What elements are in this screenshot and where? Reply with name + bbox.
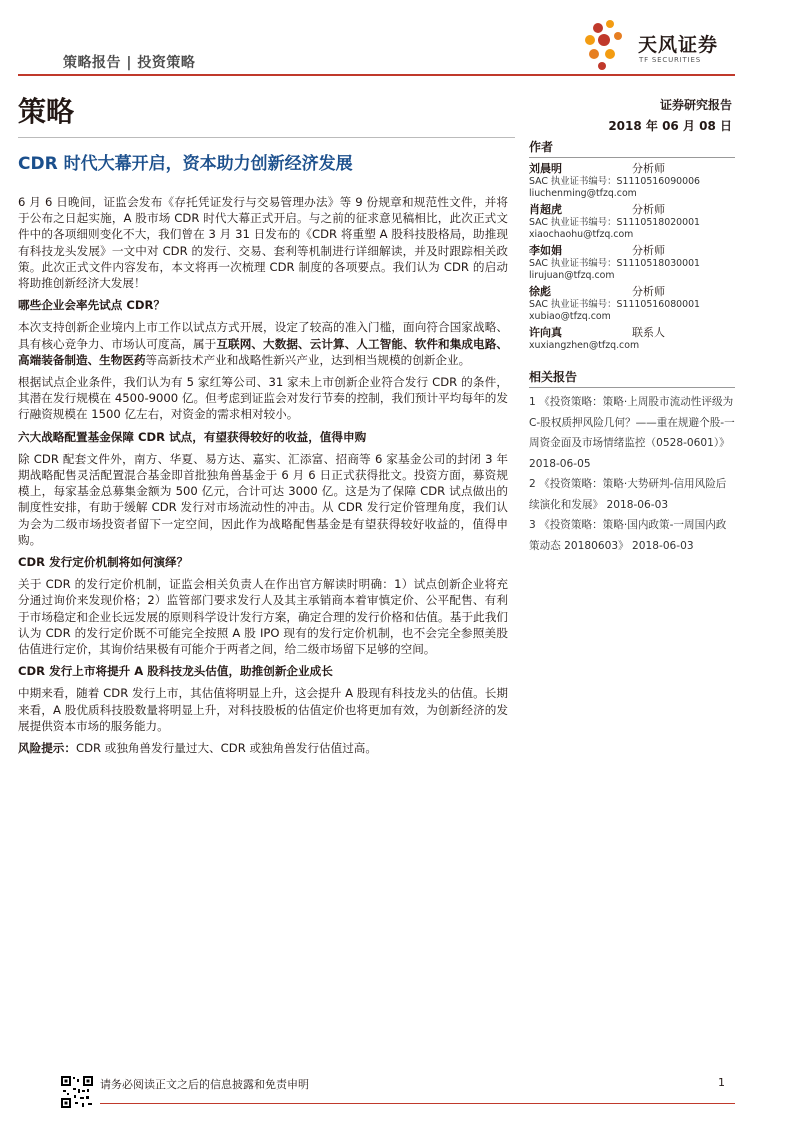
author-sac: SAC 执业证书编号：S1110516080001 xyxy=(529,299,701,310)
author-sac: SAC 执业证书编号：S1110516090006 xyxy=(529,176,701,187)
author-sac: SAC 执业证书编号：S1110518020001 xyxy=(529,217,701,228)
author-role: 联系人 xyxy=(632,326,665,339)
related-report-link[interactable]: 1 《投资策略：策略·上周股市流动性评级为 C-股权质押风险几何？——重在规避个股-一周资金面及市场情绪监控（0528-0601）》 2018-06-05 xyxy=(529,396,735,470)
footer-divider xyxy=(100,1103,735,1104)
section-heading-pricing: CDR 发行定价机制将如何演绎？ xyxy=(18,555,189,570)
report-category: 策略报告 | 投资策略 xyxy=(63,55,196,71)
author-email[interactable]: xiaochaohu@tfzq.com xyxy=(529,229,634,240)
author-role: 分析师 xyxy=(632,285,665,298)
related-report-link[interactable]: 3 《投资策略：策略·国内政策-一周国内政策动态 20180603》 2018-06-03 xyxy=(529,519,727,552)
report-type: 证券研究报告 xyxy=(659,98,732,112)
paragraph-intro: 6 月 6 日晚间，证监会发布《存托凭证发行与交易管理办法》等 9 份规章和规范性文件，并将于公布之日起实施，A 股市场 CDR 时代大幕正式开启。与之前的征求意见稿相比，此次正式文件中的各项细则变化不大，我们曾在 3 月 31 日发布的《CDR 将重塑 A 股科技股格局，助推现有科技龙头发展》一文中对 CDR 的发行、交易、套利等机制进行详细解读，并及时跟踪相关政策。此次正式文件内容发布，本文将再一次梳理 CDR 制度的各项要点。我们认为 CDR 的启动将助推创新经济大发展！ xyxy=(18,195,508,291)
related-reports-title: 相关报告 xyxy=(529,366,735,388)
author-name: 许向真 xyxy=(529,326,562,339)
section-heading-funds: 六大战略配置基金保障 CDR 试点，有望获得较好的收益，值得申购 xyxy=(18,429,367,444)
industry-list: 互联网、大数据、云计算、人工智能、软件和集成电路、高端装备制造、生物医药 xyxy=(18,336,508,367)
author-role: 分析师 xyxy=(632,162,665,175)
logo-name-en: TF SECURITIES xyxy=(639,56,701,64)
page-number: 1 xyxy=(718,1076,725,1089)
paragraph-text: 等高新技术产业和战略性新兴产业，达到相当规模的创新企业。 xyxy=(145,352,471,367)
sidebar xyxy=(529,136,735,556)
risk-label: 风险提示： xyxy=(18,741,76,756)
author-email[interactable]: xubiao@tfzq.com xyxy=(529,311,611,322)
author-name: 刘晨明 xyxy=(529,162,562,175)
author-email[interactable]: xuxiangzhen@tfzq.com xyxy=(529,340,640,351)
paragraph-pricing: 关于 CDR 的发行定价机制，证监会相关负责人在作出官方解读时明确：1）试点创新企业将充分通过询价来发现价格；2）监管部门要求发行人及其主承销商本着审慎定价、公平配售、有利于市场稳定和企业长远发展的原则科学设计发行方案，确定合理的发行价格和估值。基于此我们认为 CDR 的发行定价既不可能完全按照 A 股 IPO 现有的发行定价机制，也不会完全参照美股估值进行定价，其询价结果极有可能介于两者之间，给二级市场留下足够的空间。 xyxy=(18,577,508,657)
authors-title: 作者 xyxy=(529,136,735,158)
header-divider xyxy=(18,74,735,76)
page-title: 策略 xyxy=(18,95,75,128)
author-role: 分析师 xyxy=(632,244,665,257)
author-sac: SAC 执业证书编号：S1110518030001 xyxy=(529,258,701,269)
author-name: 徐彪 xyxy=(529,285,551,298)
logo-name-cn: 天风证券 xyxy=(638,34,719,56)
report-body xyxy=(18,194,508,762)
risk-text: CDR 或独角兽发行量过大、CDR 或独角兽发行估值过高。 xyxy=(75,741,377,756)
author-name: 李如娟 xyxy=(529,244,562,257)
paragraph-text: 本次支持创新企业境内上市工作以试点方式开展，设定了较高的准入门槛，面向符合国家战略、具有核心竞争力、市场认可度高，属于 xyxy=(18,320,508,351)
author-entry xyxy=(529,285,735,323)
paragraph-scale: 根据试点企业条件，我们认为有 5 家红筹公司、31 家未上市创新企业符合发行 CDR 的条件，其潜在发行规模在 4500-9000 亿。但考虑到证监会对发行节奏的控制，我们预计平均每年的发行融资规模在 1500 亿左右，对资金的需求相对较小。 xyxy=(18,375,508,422)
footer-disclaimer: 请务必阅读正文之后的信息披露和免责申明 xyxy=(100,1078,309,1091)
title-divider xyxy=(18,137,515,138)
risk-warning xyxy=(18,740,508,756)
author-entry xyxy=(529,162,735,200)
author-name: 肖超虎 xyxy=(529,203,562,216)
author-email[interactable]: liuchenming@tfzq.com xyxy=(529,188,637,199)
related-report-link[interactable]: 2 《投资策略：策略·大势研判-信用风险后续演化和发展》 2018-06-03 xyxy=(529,478,727,511)
paragraph-funds: 除 CDR 配套文件外，南方、华夏、易方达、嘉实、汇添富、招商等 6 家基金公司的封闭 3 年期战略配售灵活配置混合基金即首批独角兽基金于 6 月 6 日正式获得批文。投资方面，募资规模上，每家基金总募集金额为 500 亿元，合计可达 3000 亿。这是为了保障 CDR 试点做出的制度性安排，有助于缓解 CDR 发行对市场流动性的冲击。从 CDR 发行定价管理角度，我们认为会为二级市场投资者留下一定空间，因此作为战略配售基金是有望获得较好收益的，值得申购。 xyxy=(18,451,508,547)
author-entry xyxy=(529,203,735,241)
report-date: 2018 年 06 月 08 日 xyxy=(608,119,732,133)
author-entry xyxy=(529,244,735,282)
paragraph-pilot xyxy=(18,319,508,368)
author-email[interactable]: lirujuan@tfzq.com xyxy=(529,270,615,281)
author-entry xyxy=(529,326,735,352)
section-heading-pilot: 哪些企业会率先试点 CDR？ xyxy=(18,298,166,313)
author-role: 分析师 xyxy=(632,203,665,216)
section-heading-valuation: CDR 发行上市将提升 A 股科技龙头估值，助推创新企业成长 xyxy=(18,664,333,679)
report-headline: CDR 时代大幕开启，资本助力创新经济发展 xyxy=(18,154,353,174)
qr-code-icon xyxy=(60,1075,94,1109)
paragraph-valuation: 中期来看，随着 CDR 发行上市，其估值将明显上升，这会提升 A 股现有科技龙头的估值。长期来看，A 股优质科技股数量将明显上升，对科技股板的估值定价也将更加有效，为创新经济的发展提供资本市场的服务能力。 xyxy=(18,686,508,733)
